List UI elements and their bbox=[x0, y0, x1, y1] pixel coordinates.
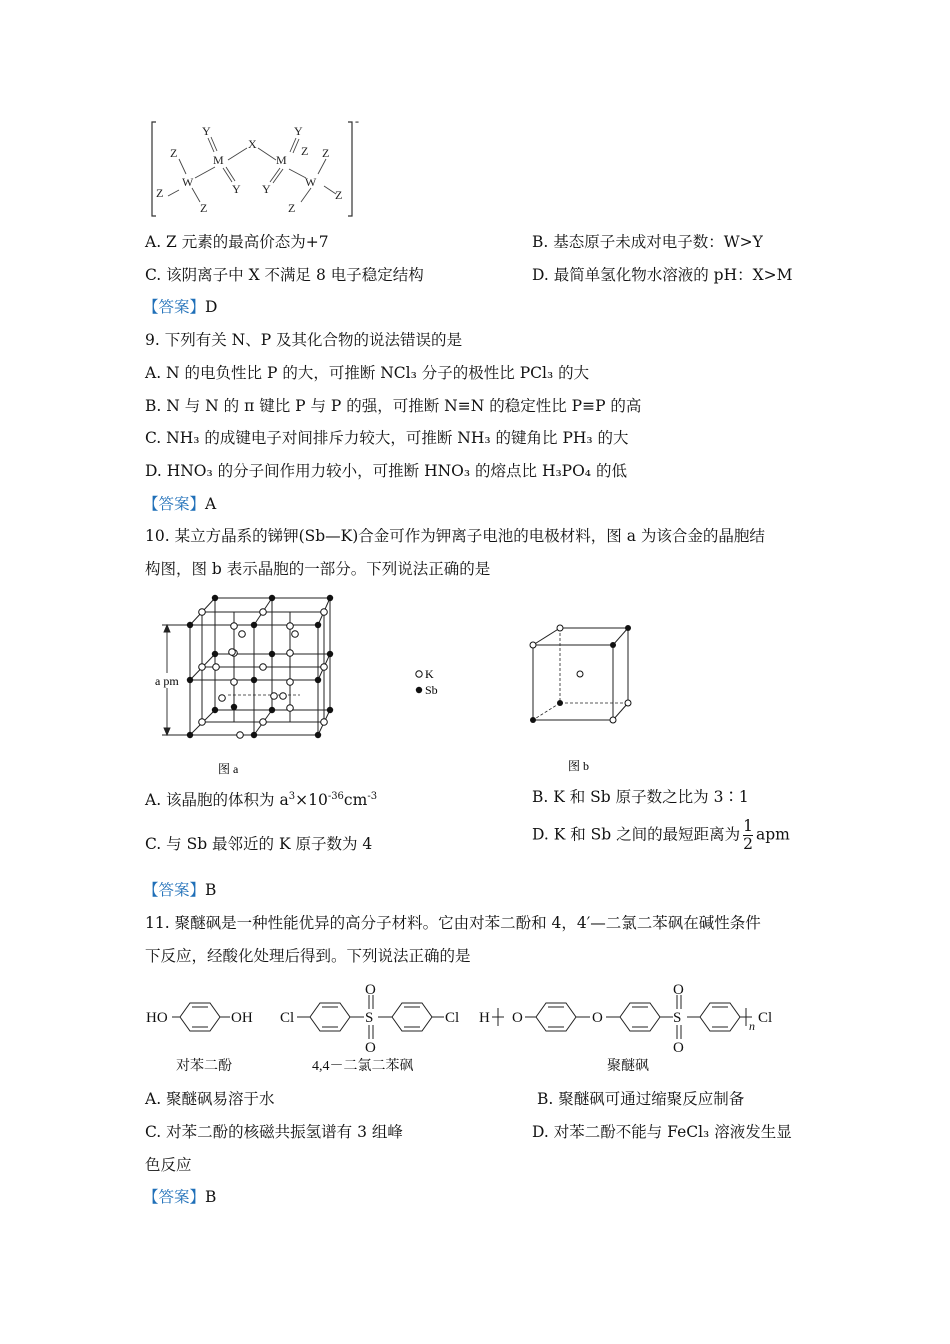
answer-value: D bbox=[205, 298, 218, 316]
ho-label: HO bbox=[146, 1010, 168, 1026]
polymer-h-label: H bbox=[479, 1010, 490, 1026]
atom-z3: Z bbox=[156, 186, 164, 200]
polymer-o-bottom-label: O bbox=[673, 1040, 684, 1056]
anion-charge: - bbox=[355, 114, 359, 128]
answer-value: B bbox=[205, 881, 217, 899]
q8-option-a: A. Z 元素的最高价态为+7 bbox=[145, 233, 329, 251]
legend-k-label: K bbox=[425, 667, 434, 681]
q9-option-d: D. HNO₃ 的分子间作用力较小，可推断 HNO₃ 的熔点比 H₃PO₄ 的低 bbox=[145, 462, 627, 480]
crystal-cell-figure-b bbox=[520, 618, 640, 778]
q8-option-b: B. 基态原子未成对电子数：W>Y bbox=[532, 233, 763, 251]
fig-a-dimension-label: a pm bbox=[155, 674, 179, 688]
cl-left-label: Cl bbox=[280, 1010, 295, 1026]
q11-option-d-line2: 色反应 bbox=[145, 1156, 192, 1174]
sb-legend-icon bbox=[416, 687, 422, 693]
q11-stem-line2: 下反应，经酸化处理后得到。下列说法正确的是 bbox=[145, 947, 471, 965]
atom-z5: Z bbox=[200, 201, 208, 215]
q9-answer bbox=[143, 494, 216, 514]
q10-answer bbox=[143, 880, 216, 900]
oh-label: OH bbox=[231, 1010, 253, 1026]
o-top-label: O bbox=[365, 982, 376, 998]
atom-legend bbox=[412, 666, 452, 700]
atom-w1: W bbox=[182, 175, 194, 189]
q9-option-c: C. NH₃ 的成键电子对间排斥力较大，可推断 NH₃ 的键角比 PH₃ 的大 bbox=[145, 429, 629, 447]
answer-value: B bbox=[205, 1188, 217, 1206]
anion-structure-figure bbox=[148, 112, 373, 224]
polymer-n-label: n bbox=[749, 1019, 755, 1033]
hydroquinone-caption: 对苯二酚 bbox=[176, 1059, 232, 1074]
q10-option-b: B. K 和 Sb 原子数之比为 3∶1 bbox=[532, 788, 749, 806]
atom-y3: Y bbox=[232, 182, 241, 196]
q8-answer bbox=[143, 297, 217, 317]
q8-option-d: D. 最简单氢化物水溶液的 pH：X>M bbox=[532, 266, 793, 284]
q11-option-a: A. 聚醚砜易溶于水 bbox=[145, 1090, 275, 1108]
q10-option-a: A. 该晶胞的体积为 $a^3\times 10^{-36}cm^{-3}$ bbox=[145, 791, 378, 810]
q9-option-a: A. N 的电负性比 P 的大，可推断 NCl₃ 分子的极性比 PCl₃ 的大 bbox=[145, 364, 590, 382]
q10-stem-line1: 10. 某立方晶系的锑钾(Sb—K)合金可作为钾离子电池的电极材料，图 a 为该合金的晶胞结 bbox=[145, 527, 765, 545]
polymer-structures-figure bbox=[140, 975, 820, 1080]
q11-stem-line1: 11. 聚醚砜是一种性能优异的高分子材料。它由对苯二酚和 4，4′—二氯二苯砜在碱性条件 bbox=[145, 914, 761, 932]
fig-b-caption: 图 b bbox=[568, 759, 590, 773]
atom-m1: M bbox=[213, 153, 224, 167]
atom-y4: Y bbox=[262, 182, 271, 196]
answer-tag: 【答案】 bbox=[143, 881, 206, 899]
q10-option-c: C. 与 Sb 最邻近的 K 原子数为 4 bbox=[145, 835, 373, 853]
q11-option-b: B. 聚醚砜可通过缩聚反应制备 bbox=[537, 1090, 745, 1108]
o-bottom-label: O bbox=[365, 1040, 376, 1056]
q9-stem: 9. 下列有关 N、P 及其化合物的说法错误的是 bbox=[145, 331, 463, 349]
atom-z7: Z bbox=[301, 144, 309, 158]
q10-option-d: D. K 和 Sb 之间的最短距离为 $\frac{1}{2}$ apm bbox=[532, 817, 790, 853]
polymer-s-label: S bbox=[673, 1010, 682, 1026]
atom-y2: Y bbox=[294, 124, 303, 138]
q8-option-c: C. 该阴离子中 X 不满足 8 电子稳定结构 bbox=[145, 266, 424, 284]
crystal-cell-figure-a bbox=[150, 590, 350, 780]
k-legend-icon bbox=[416, 671, 422, 677]
atom-z2: Z bbox=[322, 146, 330, 160]
polymer-o-top-label: O bbox=[673, 982, 684, 998]
q9-option-b: B. N 与 N 的 π 键比 P 与 P 的强，可推断 N≡N 的稳定性比 P≡P 的高 bbox=[145, 397, 642, 415]
answer-tag: 【答案】 bbox=[143, 495, 206, 513]
answer-tag: 【答案】 bbox=[143, 1188, 206, 1206]
polymer-cl-label: Cl bbox=[758, 1010, 773, 1026]
dichlorosulfone-caption: 4,4－二氯二苯砜 bbox=[312, 1059, 414, 1074]
q10-stem-line2: 构图，图 b 表示晶胞的一部分。下列说法正确的是 bbox=[145, 560, 491, 578]
cl-right-label: Cl bbox=[445, 1010, 460, 1026]
atom-x: X bbox=[248, 137, 257, 151]
atom-y1: Y bbox=[202, 124, 211, 138]
atom-m2: M bbox=[276, 153, 287, 167]
q11-option-c: C. 对苯二酚的核磁共振氢谱有 3 组峰 bbox=[145, 1123, 403, 1141]
polymer-o2-label: O bbox=[592, 1010, 603, 1026]
atom-w2: W bbox=[305, 175, 317, 189]
s-label: S bbox=[365, 1010, 374, 1026]
fraction-half: $\frac{1}{2}$ bbox=[743, 817, 754, 853]
q11-option-d-line1: D. 对苯二酚不能与 FeCl₃ 溶液发生显 bbox=[532, 1123, 792, 1141]
answer-value: A bbox=[205, 495, 217, 513]
atom-z6: Z bbox=[288, 201, 296, 215]
atom-z4: Z bbox=[335, 188, 343, 202]
polymer-caption: 聚醚砜 bbox=[607, 1059, 649, 1074]
q11-answer bbox=[143, 1187, 216, 1207]
right-bracket bbox=[348, 122, 352, 216]
legend-sb-label: Sb bbox=[425, 683, 438, 697]
polymer-o1-label: O bbox=[512, 1010, 523, 1026]
answer-tag: 【答案】 bbox=[143, 298, 206, 316]
atom-z1: Z bbox=[170, 146, 178, 160]
fig-a-caption: 图 a bbox=[218, 762, 239, 776]
left-bracket bbox=[152, 122, 156, 216]
